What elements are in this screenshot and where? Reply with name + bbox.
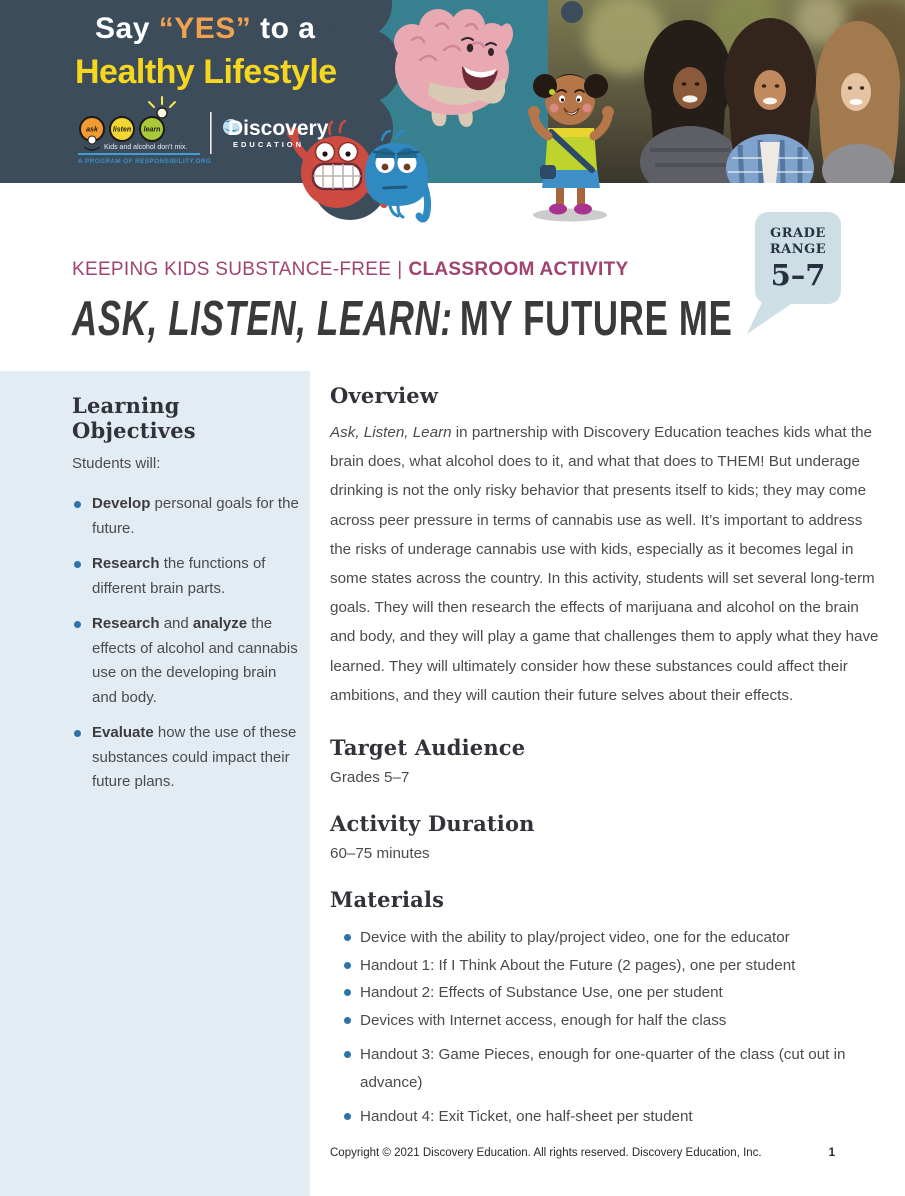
material-item: Handout 1: If I Think About the Future (2 pages), one per student xyxy=(360,952,882,980)
page-title-series: ASK, LISTEN, LEARN: xyxy=(72,292,453,346)
logo-divider xyxy=(210,112,212,154)
objective-verb: Research xyxy=(92,555,160,572)
overview-body: in partnership with Discovery Education teaches kids what the brain does, what alcohol does to it, and what that does to THEM! But underage drinking is not the only risky behavior that presents itself to kids; they may come across peer pressure in terms of cannabis use as well. It’s important to address the risks of underage cannabis use with kids, especially as it becomes legal in some states across the country. In this activity, students will set several long-term goals. They will then research the effects of marijuana and alcohol on the brain and body, and they will play a game that challenges them to apply what they have learned. They will ultimately consider how these substances could affect their ambitions, and they will caution their future selves about their effects. xyxy=(330,424,879,704)
objective-verb: analyze xyxy=(192,615,248,632)
objective-text: personal goals for the future. xyxy=(92,495,299,537)
materials-heading: Materials xyxy=(330,887,445,913)
target-audience-heading: Target Audience xyxy=(330,735,526,761)
objective-verb: Develop xyxy=(92,495,151,512)
material-item: Handout 4: Exit Ticket, one half-sheet per student xyxy=(360,1103,882,1131)
materials-list xyxy=(330,924,882,1131)
activity-duration-value: 60–75 minutes xyxy=(330,845,430,863)
tagline-line2: Healthy Lifestyle xyxy=(75,53,337,91)
eyebrow-category: KEEPING KIDS SUBSTANCE-FREE xyxy=(72,259,392,280)
logo-tagline: Kids and alcohol don’t mix. xyxy=(104,144,188,151)
logo-word-ask: ask xyxy=(86,126,98,134)
objective-text: the functions of different brain parts. xyxy=(92,555,266,597)
main-content xyxy=(330,383,882,1131)
discovery-brand-text: Discovery xyxy=(228,117,329,140)
grade-badge-tail xyxy=(745,300,805,336)
discovery-sub-text: EDUCATION xyxy=(233,140,305,149)
target-audience-value: Grades 5–7 xyxy=(330,769,410,787)
overview-paragraph xyxy=(330,418,882,710)
objective-item xyxy=(72,492,300,541)
page-title-name: MY FUTURE ME xyxy=(459,292,733,346)
activity-duration-heading: Activity Duration xyxy=(330,811,535,837)
material-item: Device with the ability to play/project video, one for the educator xyxy=(360,924,882,952)
grade-range-label-line1: GRADE xyxy=(770,226,826,241)
page-number: 1 xyxy=(828,1147,835,1159)
material-item: Devices with Internet access, enough for half the class xyxy=(360,1007,882,1035)
tagline-prefix: Say xyxy=(95,12,150,45)
header-banner xyxy=(0,0,905,240)
objective-verb: Evaluate xyxy=(92,724,154,741)
tagline-suffix: to a xyxy=(260,12,316,45)
grade-range-value: 5–7 xyxy=(770,258,826,292)
breadcrumb xyxy=(72,259,628,281)
photo-girl-light-hair xyxy=(816,21,900,196)
material-item: Handout 3: Game Pieces, enough for one-quarter of the class (cut out in advance) xyxy=(360,1041,882,1096)
objective-text: and xyxy=(159,615,193,632)
objective-text: how the use of these substances could impact their future plans. xyxy=(92,724,297,790)
sidebar-intro: Students will: xyxy=(72,455,161,472)
objective-item xyxy=(72,552,300,601)
logo-word-listen: listen xyxy=(112,126,132,134)
photo-girl-braids xyxy=(640,20,740,198)
grade-range-label-line2: RANGE xyxy=(769,242,827,257)
objectives-list xyxy=(72,492,300,795)
page-footer xyxy=(330,1147,835,1159)
sidebar-heading: Learning Objectives xyxy=(72,393,196,443)
eyebrow-separator: | xyxy=(397,259,403,280)
objective-verb: Research xyxy=(92,615,160,632)
logo-program-text: A PROGRAM OF RESPONSIBILITY.ORG xyxy=(78,158,212,165)
logo-word-learn: learn xyxy=(143,126,161,134)
objective-text: the effects of alcohol and cannabis use on the developing brain and body. xyxy=(92,615,298,706)
copyright-text: Copyright © 2021 Discovery Education. All rights reserved. Discovery Education, Inc. xyxy=(330,1147,762,1159)
header-tagline xyxy=(75,12,337,92)
overview-heading: Overview xyxy=(330,383,439,408)
tagline-yes: “YES” xyxy=(158,12,252,45)
material-item: Handout 2: Effects of Substance Use, one per student xyxy=(360,979,882,1007)
learning-objectives-sidebar xyxy=(0,371,310,1196)
grade-range-badge xyxy=(755,212,841,304)
objective-item xyxy=(72,612,300,710)
students-photo xyxy=(548,0,905,202)
tagline-line1 xyxy=(95,12,337,46)
photo-girl-plaid xyxy=(724,18,816,202)
overview-lead-italic: Ask, Listen, Learn xyxy=(330,424,452,441)
eyebrow-type: CLASSROOM ACTIVITY xyxy=(408,259,629,280)
page-title xyxy=(72,293,732,345)
objective-item xyxy=(72,721,300,795)
